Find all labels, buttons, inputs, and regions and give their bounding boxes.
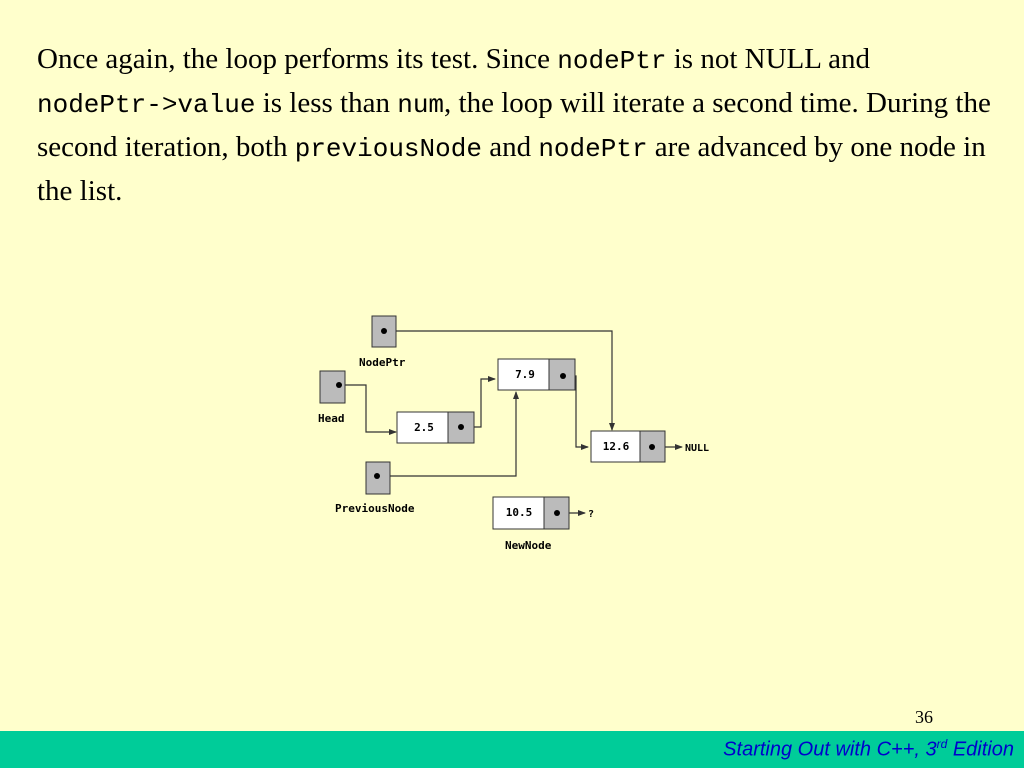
previousnode-label: PreviousNode (335, 502, 415, 515)
node-value: 12.6 (602, 440, 630, 453)
code-term: previousNode (294, 134, 482, 164)
text-segment: Once again, the loop performs its test. Since (37, 43, 558, 75)
text-segment: is not NULL and (666, 43, 870, 75)
text-segment: are advanced by one node in the list. (37, 131, 986, 207)
nodeptr-pointer (372, 316, 396, 347)
list-node (397, 412, 474, 443)
node-value: 2.5 (414, 421, 434, 434)
node-value: 10.5 (505, 506, 533, 519)
node-value: 7.9 (515, 368, 535, 381)
previousnode-pointer (366, 462, 390, 494)
code-term: nodePtr (557, 46, 667, 76)
footer-title-suffix: Edition (947, 738, 1014, 761)
code-term: nodePtr (538, 134, 648, 164)
footer-title (723, 737, 1014, 762)
new-node (493, 497, 569, 529)
text-segment: is less than (255, 87, 398, 119)
page-number: 36 (915, 707, 933, 727)
newnode-label: NewNode (505, 539, 552, 552)
head-arrow (339, 385, 396, 432)
text-segment: , the loop will iterate a second time. During the second iteration, both (37, 87, 991, 163)
code-term: num (397, 90, 445, 120)
list-node (591, 431, 665, 462)
text-segment: and (481, 131, 539, 163)
footer-bar (0, 731, 1024, 768)
unknown-pointer-label: ? (588, 509, 595, 520)
null-label: NULL (685, 443, 710, 454)
nodeptr-label: NodePtr (359, 356, 406, 369)
footer-title-main: Starting Out with C++, 3 (723, 738, 937, 761)
list-node (498, 359, 575, 390)
footer-title-sup: rd (936, 737, 948, 751)
head-pointer (320, 371, 345, 403)
code-term: nodePtr->value (37, 90, 256, 120)
head-label: Head (318, 412, 345, 425)
